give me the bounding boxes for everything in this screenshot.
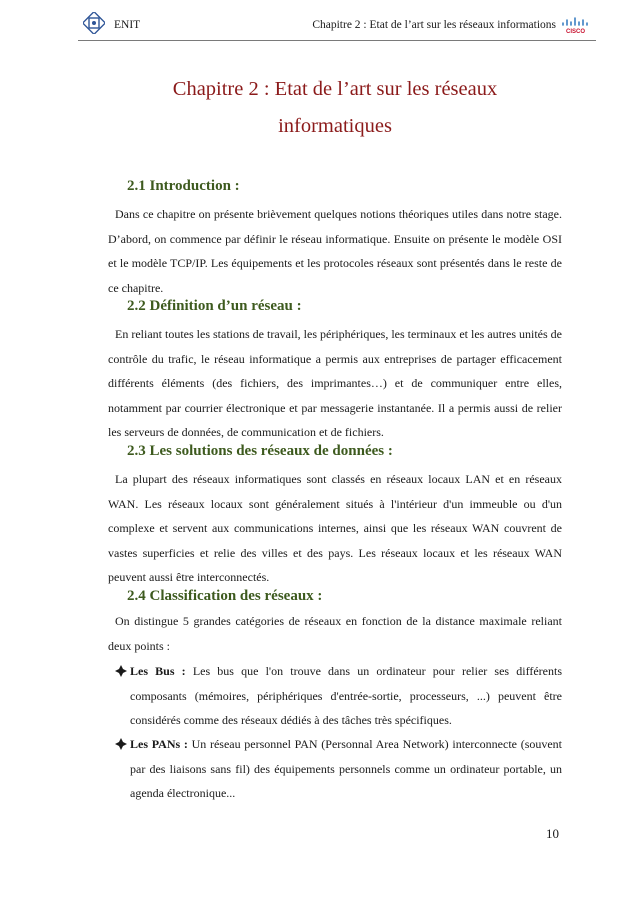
section-body-classification <box>108 609 562 658</box>
paragraph: On distingue 5 grandes catégories de réseaux en fonction de la distance maximale reliant deux points : <box>108 614 562 653</box>
section-heading-solutions: 2.3 Les solutions des réseaux de données : <box>127 443 393 459</box>
bullet-description: Un réseau personnel PAN (Personnal Area Network) interconnecte (souvent par des liaisons sans fil) des équipements personnels comme un ordinateur portable, un agenda électronique... <box>130 737 563 800</box>
bullet-term: Les Bus : <box>130 664 186 678</box>
bullet-text <box>130 659 562 733</box>
paragraph: En reliant toutes les stations de travail, les périphériques, les terminaux et les autres unités de contrôle du trafic, le réseau informatique a permis aux entreprises de partager efficacement différents éléments (des fichiers, des imprimantes…) et de communiquer entre elles, notamment par courrier électronique et par messagerie instantanée. Il a permis aussi de relier les serveurs de données, de communication et de fichiers. <box>108 327 562 439</box>
page-header <box>78 10 596 41</box>
header-chapter-text: Chapitre 2 : Etat de l’art sur les réseaux informations <box>312 19 556 31</box>
diamond-bullet-icon <box>115 665 127 677</box>
section-heading-definition: 2.2 Définition d’un réseau : <box>127 298 302 314</box>
section-body-solutions <box>108 467 562 590</box>
enit-logo-icon <box>83 12 105 34</box>
bullet-term: Les PANs : <box>130 737 188 751</box>
cisco-logo-text: CISCO <box>566 29 586 35</box>
cisco-logo-icon <box>558 16 596 36</box>
bullet-description: Les bus que l'on trouve dans un ordinateur pour relier ses différents composants (mémoires, périphériques d'entrée-sortie, processeurs, ...) peuvent être considérés comme des réseaux dédiés à des tâches très spécifiques. <box>130 664 563 727</box>
header-left-text: ENIT <box>114 19 141 31</box>
section-body-definition <box>108 322 562 445</box>
paragraph: La plupart des réseaux informatiques sont classés en réseaux locaux LAN et en réseaux WAN. Les réseaux locaux sont généralement situés à l'intérieur d'un immeuble ou d'un complexe et servent aux communications internes, ainsi que les réseaux WAN couvrent de vastes superficies et relie des villes et des pays. Les réseaux locaux et les réseaux WAN peuvent aussi être interconnectés. <box>108 472 562 584</box>
list-item <box>108 732 562 806</box>
diamond-bullet-icon <box>115 738 127 750</box>
page-number: 10 <box>546 826 559 841</box>
paragraph: Dans ce chapitre on présente brièvement quelques notions théoriques utiles dans notre stage. D’abord, on commence par définir le réseau informatique. Ensuite on présente le modèle OSI et le modèle TCP/IP. Les équipements et les protocoles réseaux sont présentés dans le reste de ce chapitre. <box>108 207 562 295</box>
section-body-introduction <box>108 202 562 300</box>
bullet-text <box>130 732 562 806</box>
section-heading-introduction: 2.1 Introduction : <box>127 178 240 194</box>
list-item <box>108 659 562 733</box>
chapter-title-line-1: Chapitre 2 : Etat de l’art sur les réseaux <box>172 78 498 100</box>
section-heading-classification: 2.4 Classification des réseaux : <box>127 588 323 604</box>
chapter-title-line-2: informatiques <box>278 115 392 137</box>
